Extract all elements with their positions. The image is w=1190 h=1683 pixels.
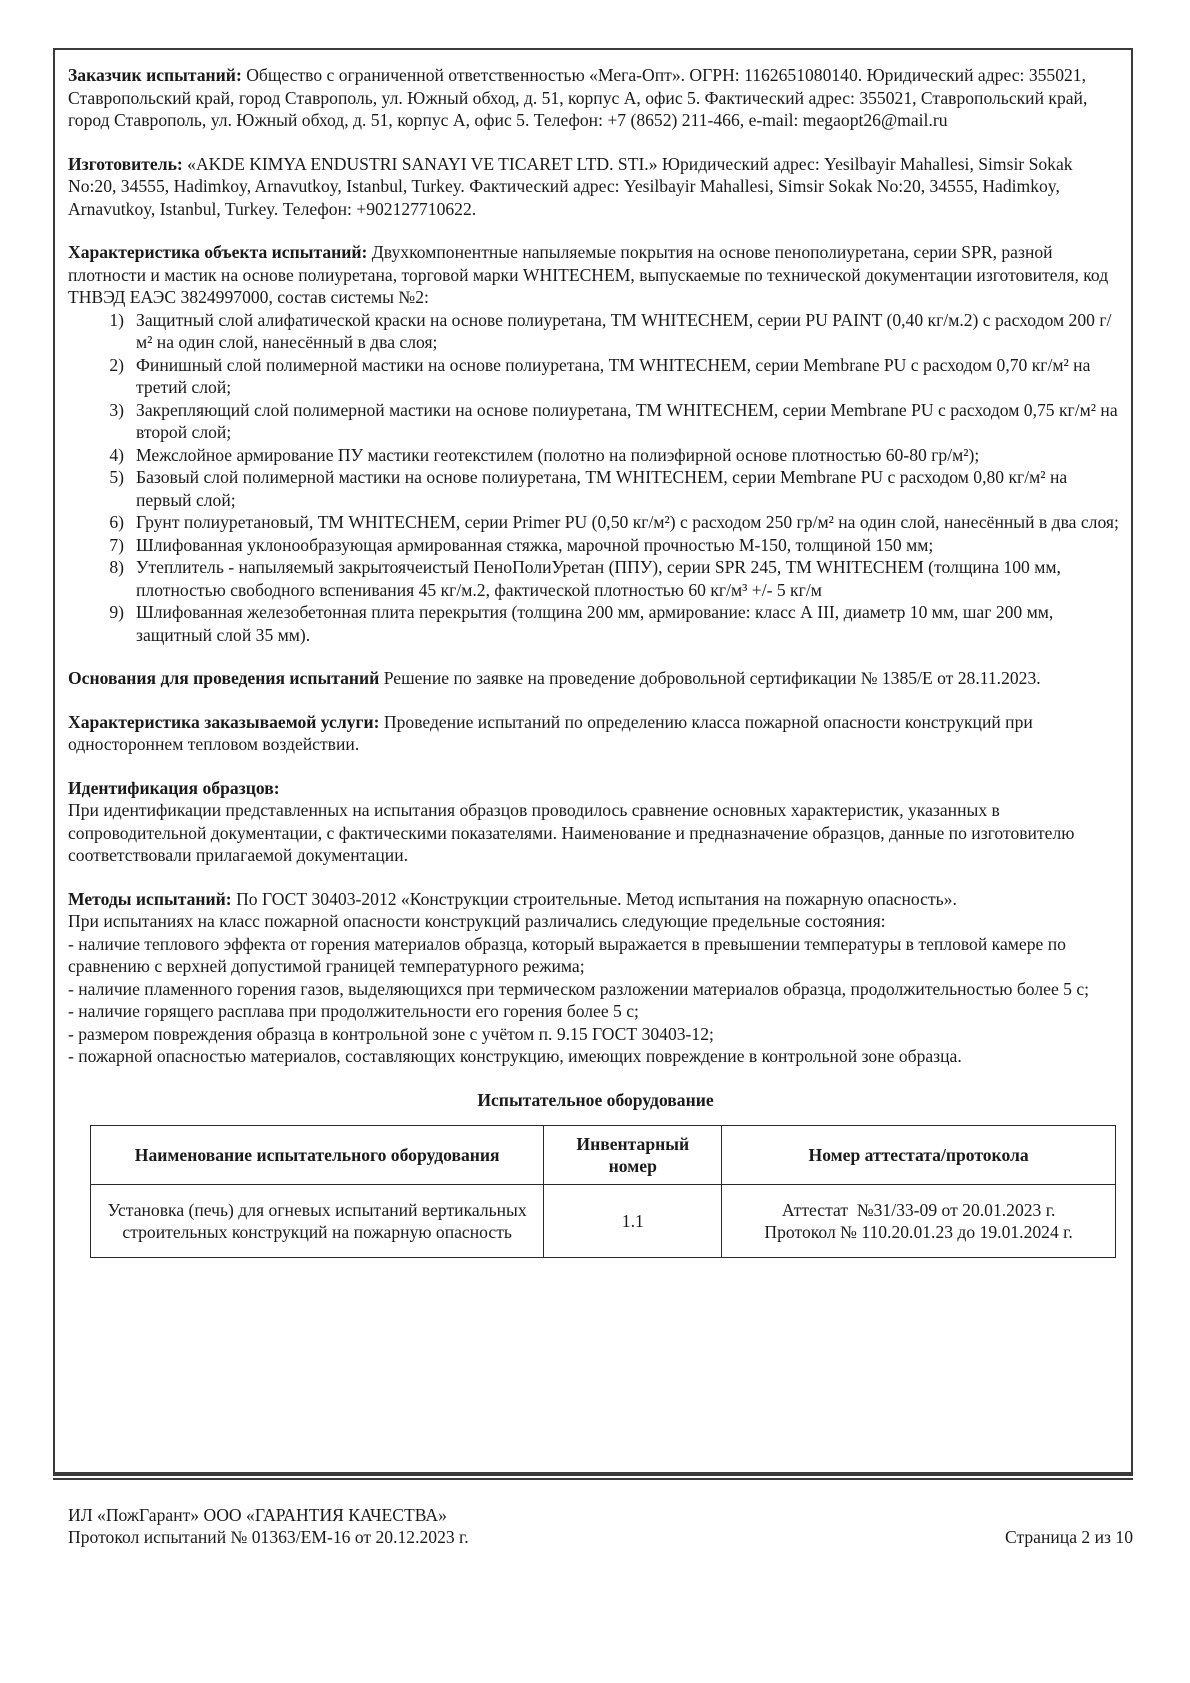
frame-bottom-rule	[53, 1474, 1133, 1480]
certificate-cell	[722, 1185, 1116, 1258]
equipment-title: Испытательное оборудование	[477, 1089, 714, 1110]
list-item-text: Защитный слой алифатической краски на основе полиуретана, ТМ WHITECHEM, серии PU PAINT (0,40 кг/м.2) с расходом 200 г/м² на один слой, нанесённый в два слоя;	[136, 309, 1112, 352]
footer-page-number: Страница 2 из 10	[1004, 1527, 1133, 1547]
table-row	[91, 1185, 1116, 1258]
list-item-text: Базовый слой полимерной мастики на основе полиуретана, ТМ WHITECHEM, серии Membrane PU с расходом 0,80 кг/м² на первый слой;	[136, 467, 1068, 510]
list-item-text: Закрепляющий слой полимерной мастики на основе полиуретана, ТМ WHITECHEM, серии Membrane PU с расходом 0,75 кг/м² на второй слой;	[136, 399, 1118, 442]
footer-protocol: Протокол испытаний № 01363/ЕМ-16 от 20.12.2023 г.	[68, 1527, 469, 1547]
table-header-row	[91, 1126, 1116, 1185]
list-item-text: Шлифованная уклонообразующая армированная стяжка, марочной прочностью М-150, толщиной 150 мм;	[136, 534, 934, 555]
list-item-text: Финишный слой полимерной мастики на основе полиуретана, ТМ WHITECHEM, серии Membrane PU с расходом 0,70 кг/м² на третий слой;	[136, 354, 1091, 397]
methods-line: При испытаниях на класс пожарной опасности конструкций различались следующие предельные состояния:	[68, 911, 886, 931]
list-item	[68, 601, 1123, 646]
methods-line: - наличие теплового эффекта от горения материалов образца, который выражается в превышении температуры в тепловой камере по сравнению с верхней допустимой границей температурного режима;	[68, 933, 1066, 976]
footer-organization: ИЛ «ПожГарант» ООО «ГАРАНТИЯ КАЧЕСТВА»	[68, 1505, 447, 1525]
list-item	[68, 399, 1123, 444]
list-item	[68, 556, 1123, 601]
customer-label: Заказчик испытаний:	[68, 65, 242, 85]
service-text: Проведение испытаний по определению класса пожарной опасности конструкций при одностороннем тепловом воздействии.	[68, 711, 1033, 754]
list-item-number: 6)	[109, 512, 124, 532]
list-item-number: 3)	[109, 399, 124, 420]
list-item	[68, 309, 1123, 354]
methods-text: По ГОСТ 30403-2012 «Конструкции строительные. Метод испытания на пожарную опасность».	[231, 888, 957, 909]
list-item-text: Межслойное армирование ПУ мастики геотекстилем (полотно на полиэфирной основе плотностью 60-80 гр/м²);	[136, 444, 980, 465]
object-text: Двухкомпонентные напыляемые покрытия на основе пенополиуретана, серии SPR, разной плотности и мастик на основе полиуретана, торговой марки WHITECHEM, выпускаемые по технической документации изготовителя, код ТНВЭД ЕАЭС 3824997000, состав системы №2:	[68, 242, 1109, 307]
page-footer	[68, 1504, 1133, 1548]
basis-text: Решение по заявке на проведение добровольной сертификации № 1385/Е от 28.11.2023.	[379, 668, 1041, 688]
system-composition-list	[68, 309, 1123, 647]
identification-text: При идентификации представленных на испытания образцов проводилось сравнение основных характеристик, указанных в сопроводительной документации, с фактическими показателями. Наименование и предназначение образцов, данные по изготовителю соответствовали прилагаемой документации.	[68, 800, 1075, 865]
methods-line: - пожарной опасностью материалов, составляющих конструкцию, имеющих повреждение в контрольной зоне образца.	[68, 1046, 962, 1066]
manufacturer-section	[68, 153, 1123, 221]
list-item	[68, 354, 1123, 399]
customer-section	[68, 64, 1123, 132]
manufacturer-label: Изготовитель:	[68, 153, 183, 174]
methods-line: - наличие горящего расплава при продолжительности его горения более 5 с;	[68, 1001, 639, 1021]
inventory-number-cell: 1.1	[544, 1185, 722, 1258]
methods-line: - наличие пламенного горения газов, выделяющихся при термическом разложении материалов образца, продолжительностью более 5 с;	[68, 978, 1090, 999]
list-item-number: 7)	[109, 534, 124, 555]
list-item-number: 4)	[109, 444, 124, 465]
list-item-number: 1)	[109, 309, 124, 330]
list-item-text: Утеплитель - напыляемый закрытоячеистый ПеноПолиУретан (ППУ), серии SPR 245, ТМ WHITECHEM (толщина 100 мм, плотностью свободного вспенивания 45 кг/м.2, фактической плотностью 60 кг/м³ +/- 5 кг/м	[136, 557, 1061, 600]
methods-label: Методы испытаний:	[68, 888, 232, 909]
list-item	[68, 444, 1123, 467]
service-label: Характеристика заказываемой услуги:	[68, 711, 380, 732]
object-label: Характеристика объекта испытаний:	[68, 242, 368, 262]
column-header-inventory: Инвентарный номер	[544, 1126, 722, 1185]
methods-section	[68, 888, 1123, 1068]
equipment-table	[90, 1125, 1116, 1258]
protocol-line: Протокол № 110.20.01.23 до 19.01.2024 г.	[764, 1222, 1073, 1242]
manufacturer-text: «AKDE KIMYA ENDUSTRI SANAYI VE TICARET LTD. STI.» Юридический адрес: Yesilbayir Mahallesi, Simsir Sokak No:20, 34555, Hadimkoy, Arnavutkoy, Istanbul, Turkey. Фактический адрес: Yesilbayir Mahallesi, Simsir Sokak No:20, 34555, Hadimkoy, Arnavutkoy, Istanbul, Turkey. Телефон: +902127710622.	[68, 153, 1073, 219]
certificate-line: Аттестат №31/33-09 от 20.01.2023 г.	[781, 1199, 1056, 1220]
service-section	[68, 711, 1123, 756]
list-item-text: Грунт полиуретановый, ТМ WHITECHEM, серии Primer PU (0,50 кг/м²) с расходом 250 гр/м² на один слой, нанесённый в два слоя;	[136, 512, 1119, 532]
column-header-certificate: Номер аттестата/протокола	[722, 1126, 1116, 1185]
list-item	[68, 466, 1123, 511]
list-item-number: 2)	[109, 354, 124, 375]
list-item-number: 9)	[109, 602, 124, 622]
customer-text: Общество с ограниченной ответственностью «Мега-Опт». ОГРН: 1162651080140. Юридический адрес: 355021, Ставропольский край, город Ставрополь, ул. Южный обход, д. 51, корпус А, офис 5. Фактический адрес: 355021, Ставропольский край, город Ставрополь, ул. Южный обход, д. 51, корпус А, офис 5. Телефон: +7 (8652) 211-466, e-mail: megaopt26@mail.ru	[68, 65, 1088, 130]
column-header-name: Наименование испытательного оборудования	[91, 1126, 544, 1185]
basis-section	[68, 667, 1123, 690]
equipment-name-cell: Установка (печь) для огневых испытаний вертикальных строительных конструкций на пожарную опасность	[91, 1185, 544, 1258]
identification-section	[68, 777, 1123, 867]
list-item-number: 8)	[109, 557, 124, 577]
methods-line: - размером повреждения образца в контрольной зоне с учётом п. 9.15 ГОСТ 30403-12;	[68, 1023, 714, 1044]
list-item-number: 5)	[109, 467, 124, 487]
identification-label: Идентификация образцов:	[68, 777, 280, 798]
basis-label: Основания для проведения испытаний	[68, 668, 380, 688]
list-item	[68, 511, 1123, 534]
list-item-text: Шлифованная железобетонная плита перекрытия (толщина 200 мм, армирование: класс А III, диаметр 10 мм, шаг 200 мм, защитный слой 35 мм).	[136, 602, 1054, 645]
object-section	[68, 241, 1123, 309]
list-item	[68, 534, 1123, 557]
document-body	[68, 64, 1123, 1258]
